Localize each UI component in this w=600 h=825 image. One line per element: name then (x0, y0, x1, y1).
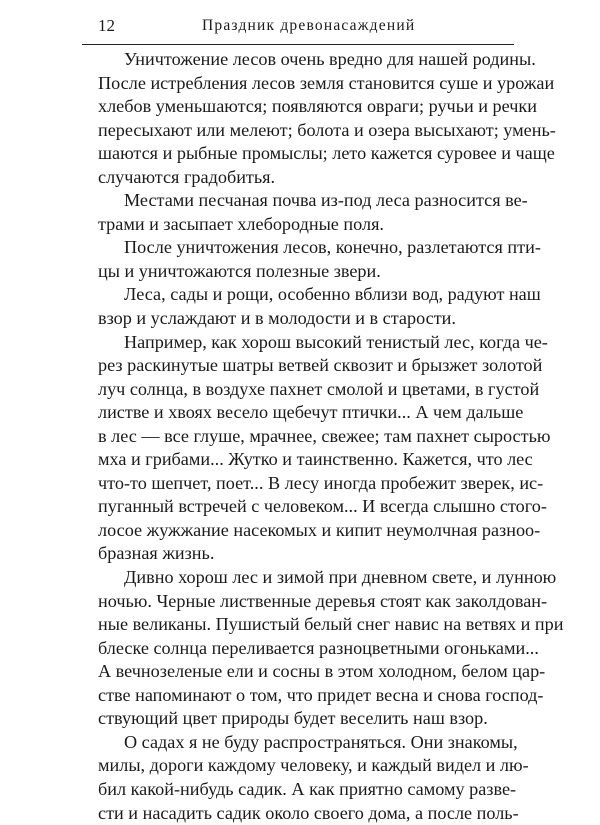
text-line: сти и насадить садик около своего дома, а после поль- (98, 802, 511, 825)
text-line: ствующий цвет природы будет веселить наш взор. (98, 707, 511, 731)
text-line: Дивно хорош лес и зимой при дневном свете, и лунною (98, 566, 511, 590)
body-text (98, 48, 511, 825)
text-line: пересыхают или мелеют; болота и озера высыхают; умень- (98, 119, 511, 143)
text-line: взор и услаждают и в молодости и в старости. (98, 307, 511, 331)
text-line: блеске солнца переливается разноцветными огоньками... (98, 637, 511, 661)
text-line: хлебов уменьшаются; появляются овраги; ручьи и речки (98, 95, 511, 119)
text-line: шаются и рыбные промыслы; лето кажется суровее и чаще (98, 142, 511, 166)
text-line: стве напоминают о том, что придет весна и снова господ- (98, 684, 511, 708)
text-line: мха и грибами... Жутко и таинственно. Кажется, что лес (98, 448, 511, 472)
text-line: лосое жужжание насекомых и кипит неумолчная разноо- (98, 519, 511, 543)
text-line: ные великаны. Пушистый белый снег навис на ветвях и при (98, 613, 511, 637)
text-line: ночью. Черные лиственные деревья стоят как заколдован- (98, 590, 511, 614)
text-line: рез раскинутые шатры ветвей сквозит и брызжет золотой (98, 354, 511, 378)
text-line: цы и уничтожаются полезные звери. (98, 260, 511, 284)
text-line: трами и засыпает хлебородные поля. (98, 213, 511, 237)
text-line: милы, дороги каждому человеку, и каждый видел и лю- (98, 754, 511, 778)
page-header (82, 11, 514, 37)
text-line: Например, как хорош высокий тенистый лес, когда че- (98, 331, 511, 355)
text-line: Леса, сады и рощи, особенно вблизи вод, радуют наш (98, 283, 511, 307)
page-number: 12 (98, 16, 115, 36)
text-line: в лес — все глуше, мрачнее, свежее; там пахнет сыростью (98, 425, 511, 449)
text-line: А вечнозеленые ели и сосны в этом холодном, белом цар- (98, 660, 511, 684)
text-line: что-то шепчет, поет... В лесу иногда пробежит зверек, ис- (98, 472, 511, 496)
text-line: После истребления лесов земля становится суше и урожаи (98, 72, 511, 96)
text-line: О садах я не буду распространяться. Они знакомы, (98, 731, 511, 755)
text-line: пуганный встречей с человеком... И всегда слышно стого- (98, 495, 511, 519)
running-title: Праздник древонасаждений (202, 16, 415, 36)
text-line: бразная жизнь. (98, 542, 511, 566)
text-line: Местами песчаная почва из-под леса разносится ве- (98, 189, 511, 213)
text-line: листве и хвоях весело щебечут птички... А чем дальше (98, 401, 511, 425)
text-line: После уничтожения лесов, конечно, разлетаются пти- (98, 236, 511, 260)
text-line: бил какой-нибудь садик. А как приятно самому разве- (98, 778, 511, 802)
text-line: случаются градобитья. (98, 166, 511, 190)
text-line: Уничтожение лесов очень вредно для нашей родины. (98, 48, 511, 72)
text-line: луч солнца, в воздухе пахнет смолой и цветами, в густой (98, 378, 511, 402)
header-divider (82, 44, 514, 45)
